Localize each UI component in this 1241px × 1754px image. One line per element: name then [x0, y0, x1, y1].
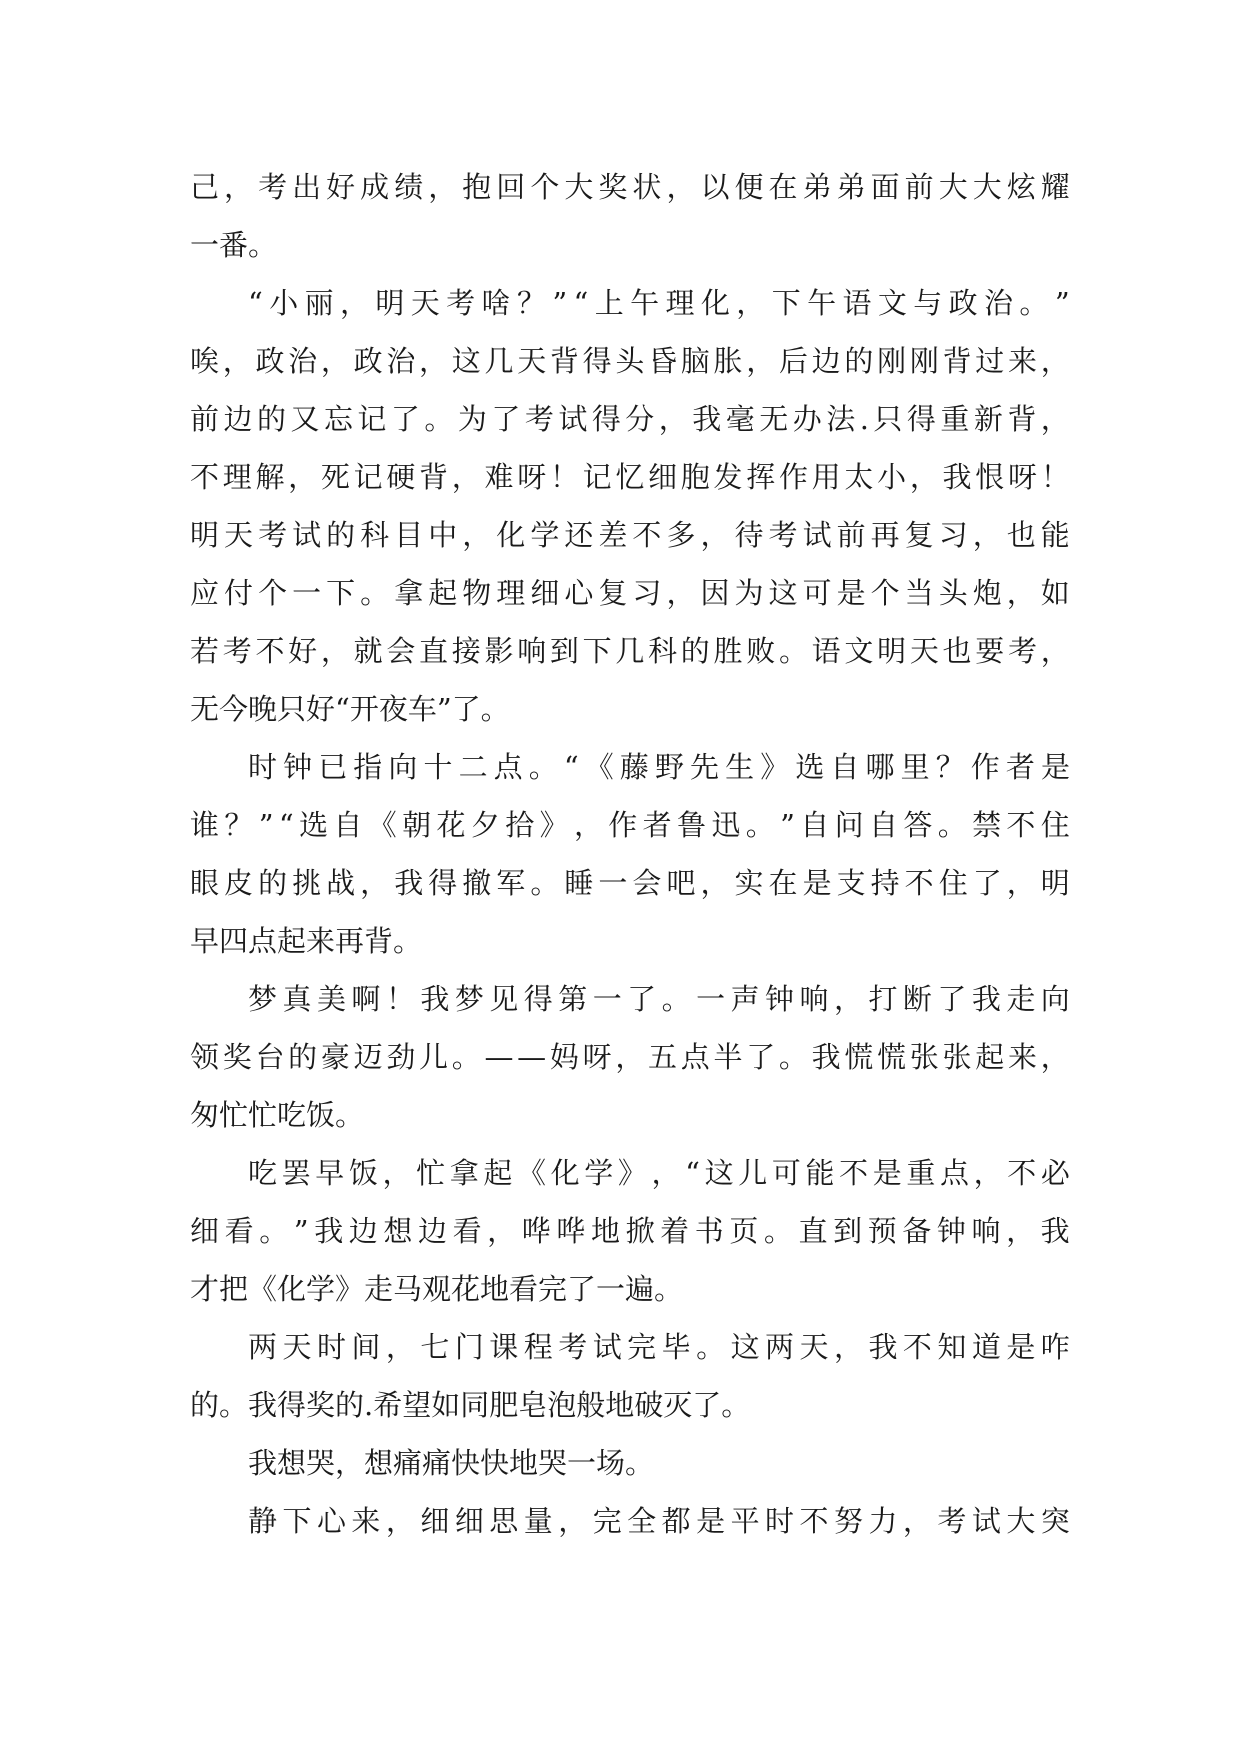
text-line: 我想哭，想痛痛快快地哭一场。 [248, 1446, 655, 1480]
text-line: 谁 ？ ” “ 选 自 《 朝 花 夕 拾 》 ， 作 者 鲁 迅 。 ” 自 问 自 答 。 禁 不 住 [190, 808, 1070, 842]
text-line: 眼 皮 的 挑 战 ， 我 得 撤 军 。 睡 一 会 吧 ， 实 在 是 支 持 不 住 了 ， 明 [190, 866, 1070, 900]
text-line: 应 付 个 一 下 。 拿 起 物 理 细 心 复 习 ， 因 为 这 可 是 个 当 头 炮 ， 如 [190, 576, 1070, 610]
text-line: 时 钟 已 指 向 十 二 点 。 “ 《 藤 野 先 生 》 选 自 哪 里 ？ 作 者 是 [248, 750, 1070, 784]
text-line: 一番。 [190, 228, 278, 262]
text-line: 若 考 不 好 ， 就 会 直 接 影 响 到 下 几 科 的 胜 败 。 语 文 明 天 也 要 考 ， [190, 634, 1070, 668]
text-line: 早四点起来再背。 [190, 924, 423, 958]
text-line: 不 理 解 ， 死 记 硬 背 ， 难 呀 ！ 记 忆 细 胞 发 挥 作 用 太 小 ， 我 恨 呀 ！ [190, 460, 1070, 494]
text-line: “ 小 丽 ， 明 天 考 啥 ？ ” “ 上 午 理 化 ， 下 午 语 文 与 政 治 。 ” [248, 286, 1070, 320]
text-line: 己 ， 考 出 好 成 绩 ， 抱 回 个 大 奖 状 ， 以 便 在 弟 弟 面 前 大 大 炫 耀 [190, 170, 1070, 204]
text-line: 梦 真 美 啊 ！ 我 梦 见 得 第 一 了 。 一 声 钟 响 ， 打 断 了 我 走 向 [248, 982, 1070, 1016]
text-line: 唉 ， 政 治 ， 政 治 ， 这 几 天 背 得 头 昏 脑 胀 ， 后 边 的 刚 刚 背 过 来 ， [190, 344, 1070, 378]
essay-body [190, 158, 1070, 1550]
text-line: 匆忙忙吃饭。 [190, 1098, 365, 1132]
text-line: 两 天 时 间 ， 七 门 课 程 考 试 完 毕 。 这 两 天 ， 我 不 知 道 是 咋 [248, 1330, 1070, 1364]
text-line: 细 看 。 ” 我 边 想 边 看 ， 哗 哗 地 掀 着 书 页 。 直 到 预 备 钟 响 ， 我 [190, 1214, 1070, 1248]
text-line: 领 奖 台 的 豪 迈 劲 儿 。 — — 妈 呀 ， 五 点 半 了 。 我 慌 慌 张 张 起 来 ， [190, 1040, 1070, 1074]
text-line: 明 天 考 试 的 科 目 中 ， 化 学 还 差 不 多 ， 待 考 试 前 再 复 习 ， 也 能 [190, 518, 1070, 552]
text-line: 静 下 心 来 ， 细 细 思 量 ， 完 全 都 是 平 时 不 努 力 ， 考 试 大 突 [248, 1504, 1070, 1538]
text-line: 才把《化学》走马观花地看完了一遍。 [190, 1272, 684, 1306]
text-line: 无今晚只好“开夜车”了。 [190, 692, 510, 726]
text-line: 的。我得奖的.希望如同肥皂泡般地破灭了。 [190, 1388, 751, 1422]
text-line: 吃 罢 早 饭 ， 忙 拿 起 《 化 学 》 ， “ 这 儿 可 能 不 是 重 点 ， 不 必 [248, 1156, 1070, 1190]
text-line: 前 边 的 又 忘 记 了 。 为 了 考 试 得 分 ， 我 毫 无 办 法 . 只 得 重 新 背 ， [190, 402, 1070, 436]
